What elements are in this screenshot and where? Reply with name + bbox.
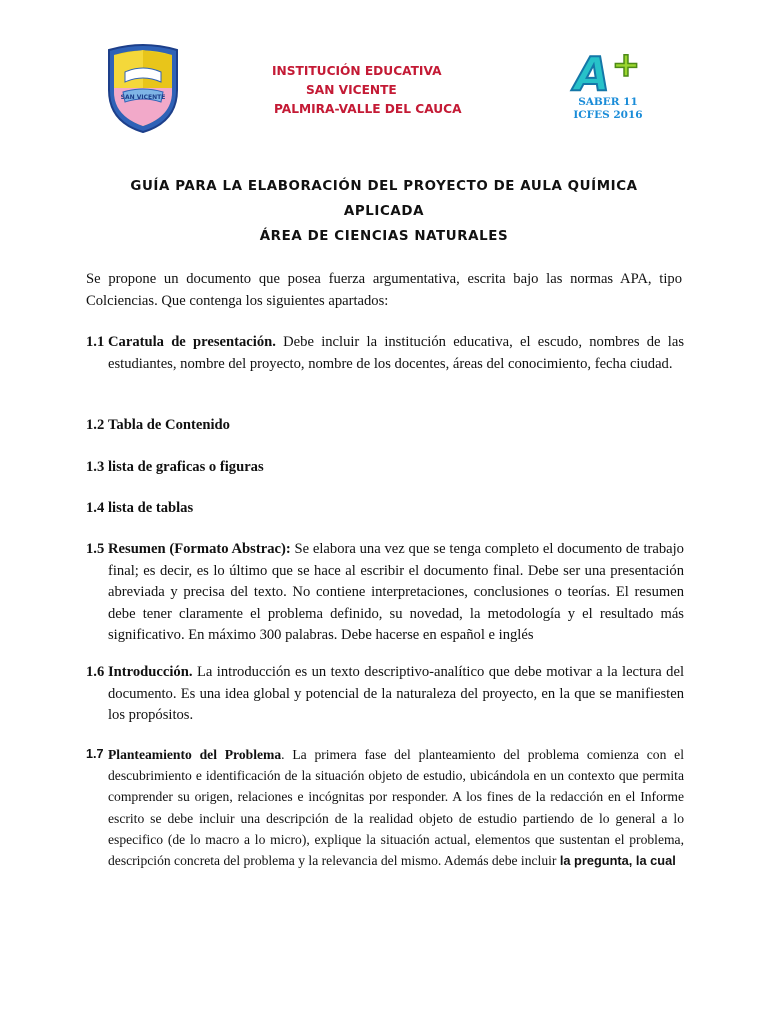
section-item-1-7	[86, 744, 684, 871]
section-item-1-6	[86, 662, 684, 727]
item-body: Se elabora una vez que se tenga completo el documento de trabajo final; es decir, es lo último que se hace al escribir el documento final. Debe ser una presentación abreviada y precisa del texto. No contiene interpretaciones, conclusiones o teorías. El resumen debe tener claramente el problema definido, su novedad, la metodología y el resultado más significativo. En máximo 300 palabras. Debe hacerse en español e inglés	[108, 541, 684, 643]
item-number: 1.5	[86, 541, 105, 557]
section-item-1-1	[86, 332, 684, 375]
item-body: La introducción es un texto descriptivo-analítico que debe motivar a la lectura del documento. Es una idea global y potencial de la naturaleza del proyecto, en la que se manifiesten los propósitos.	[108, 664, 684, 723]
title-line-3: ÁREA DE CIENCIAS NATURALES	[259, 229, 509, 244]
badge-line-1: SABER 11	[578, 96, 638, 108]
item-number: 1.6	[86, 664, 105, 680]
title-line-1: GUÍA PARA LA ELABORACIÓN DEL PROYECTO DE AULA QUÍMICA	[130, 179, 638, 194]
item-heading: lista de graficas o figuras	[108, 459, 264, 475]
section-item-1-3	[86, 457, 684, 479]
a-plus-letter: A	[574, 47, 610, 101]
institution-line-3: PALMIRA-VALLE DEL CAUCA	[274, 102, 462, 116]
institution-line-2: SAN VICENTE	[306, 83, 397, 97]
item-number: 1.1	[86, 334, 105, 350]
intro-paragraph: Se propone un documento que posea fuerza argumentativa, escrita bajo las normas APA, tipo Colciencias. Que contenga los siguientes apartados:	[86, 271, 682, 309]
item-number: 1.7	[86, 747, 104, 761]
saber-badge-text	[566, 96, 650, 122]
item-heading: Tabla de Contenido	[108, 417, 230, 433]
institution-line-1: INSTITUCIÓN EDUCATIVA	[272, 64, 442, 78]
item-body-tail: la pregunta, la cual	[559, 853, 676, 869]
item-heading: lista de tablas	[108, 500, 194, 516]
section-item-1-5	[86, 539, 684, 647]
badge-line-2: ICFES 2016	[573, 109, 643, 121]
item-heading: Caratula de presentación.	[108, 334, 276, 350]
shield-label: SAN VICENTE	[120, 94, 166, 101]
document-title	[80, 174, 688, 249]
plus-sign: +	[611, 46, 641, 85]
item-body: . La primera fase del planteamiento del problema comienza con el descubrimiento e identificación de la situación objeto de estudio, ubicándola en un contexto que permita comprender su origen, relaciones e incógnitas por responder. A los fines de la redacción en el Informe escrito se debe incluir una descripción de la realidad objeto de estudio partiendo de lo general a lo especifico (de lo macro a lo micro), explique la situación actual, elementos que sustentan el problema, descripción concreta del problema y la relevancia del mismo. Además debe incluir	[108, 747, 684, 869]
item-heading: Introducción.	[108, 664, 193, 680]
school-shield-logo	[103, 42, 183, 134]
item-body: Debe incluir la institución educativa, el escudo, nombres de las estudiantes, nombre del proyecto, nombre de los docentes, áreas del conocimiento, fecha ciudad.	[108, 334, 684, 372]
title-line-2: APLICADA	[343, 204, 425, 219]
section-item-1-4	[86, 498, 684, 520]
item-number: 1.4	[86, 500, 105, 516]
item-heading: Planteamiento del Problema	[108, 747, 282, 762]
section-item-1-2	[86, 415, 684, 437]
item-number: 1.2	[86, 417, 105, 433]
item-number: 1.3	[86, 459, 105, 475]
item-heading: Resumen (Formato Abstrac):	[108, 541, 291, 557]
